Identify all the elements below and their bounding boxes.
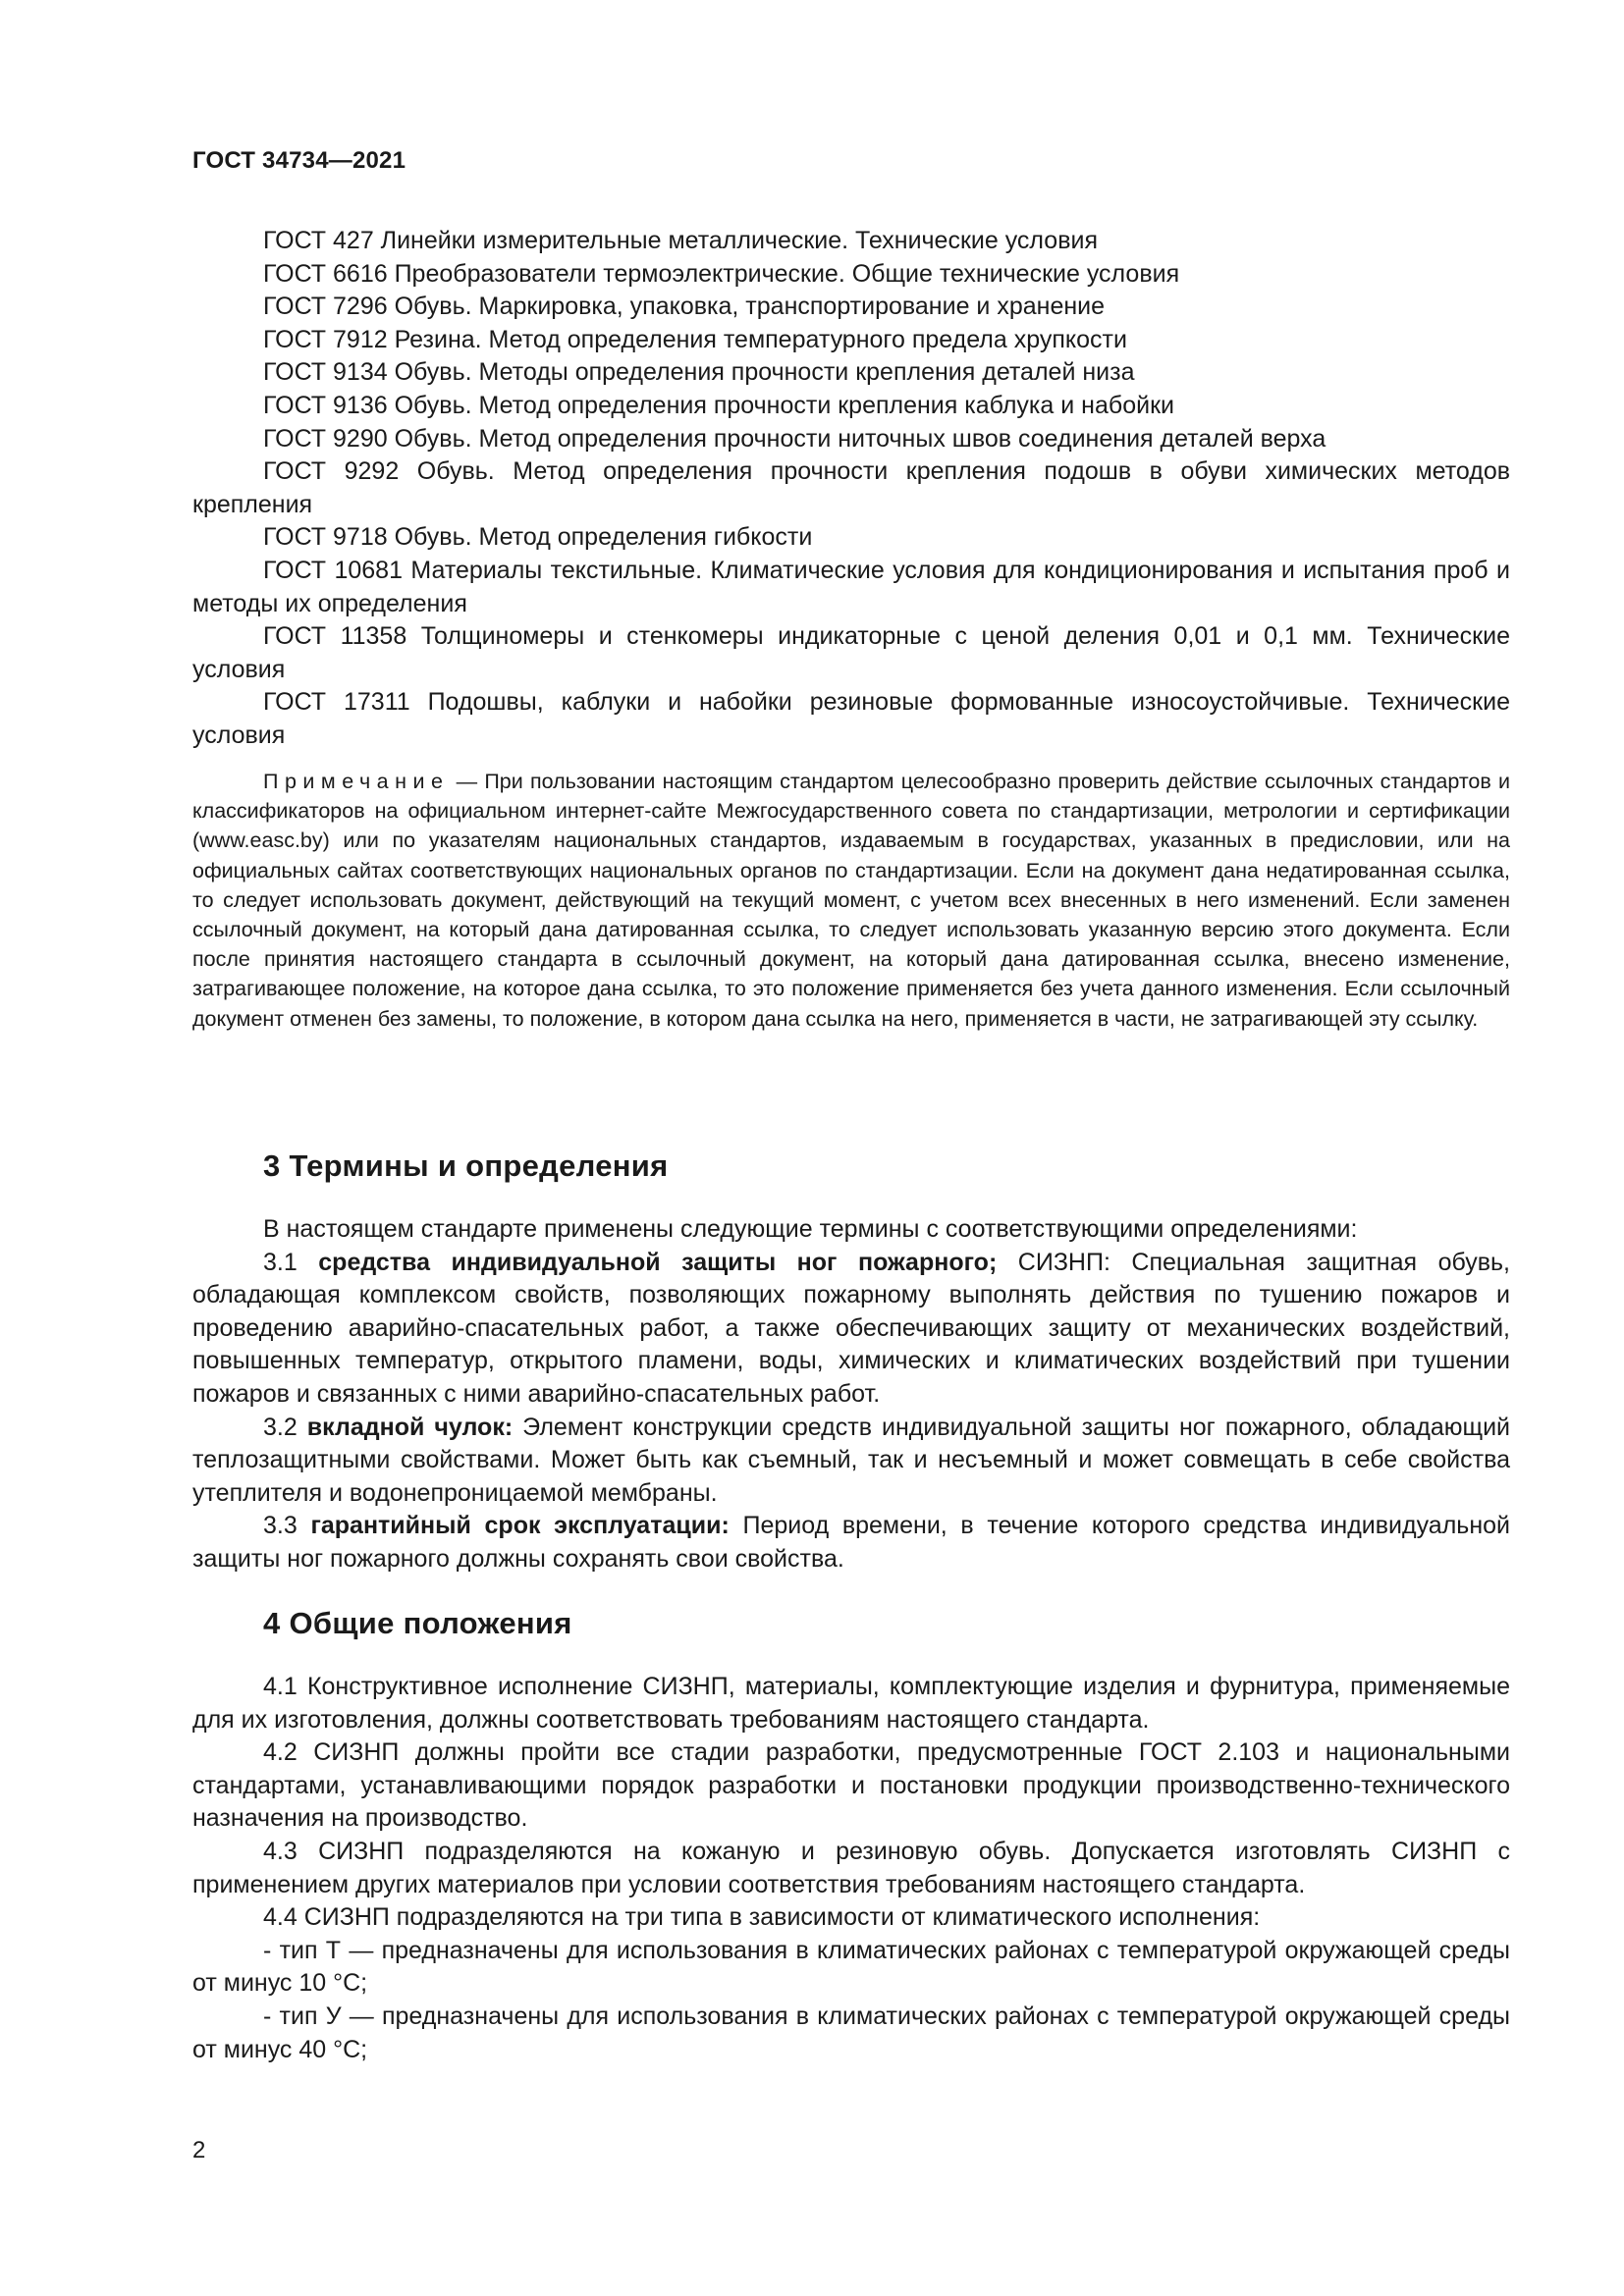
note-text: При пользовании настоящим стандартом целесообразно проверить действие ссылочных стандартов и классификаторов на официальном интернет-сайте Межгосударственного совета по стандартизации, метрологии и сертификации (www.easc.by) или по указателям национальных стандартов, издаваемым в государствах, указанных в предисловии, или на официальных сайтах соответствующих национальных органов по стандартизации. Если на документ дана недатированная ссылка, то следует использовать документ, действующий на текущий момент, с учетом всех внесенных в него изменений. Если заменен ссылочный документ, на который дана датированная ссылка, то следует использовать указанную версию этого документа. Если после принятия настоящего стандарта в ссылочный документ, на который дана датированная ссылка, внесено изменение, затрагивающее положение, на которое дана ссылка, то это положение применяется без учета данного изменения. Если ссылочный документ отменен без замены, то положение, в котором дана ссылка на него, применяется в части, не затрагивающей эту ссылку. [192,770,1510,1031]
reference-item: ГОСТ 9292 Обувь. Метод определения прочности крепления подошв в обуви химических методов крепления [192,457,1510,518]
term-name: средства индивидуальной защиты ног пожарного; [318,1248,998,1276]
section-3-body [192,1213,1510,1576]
reference-item: ГОСТ 7296 Обувь. Маркировка, упаковка, транспортирование и хранение [263,293,1106,321]
note-paragraph [192,767,1510,1034]
term-name: гарантийный срок эксплуатации: [310,1512,730,1540]
reference-item: ГОСТ 9718 Обувь. Метод определения гибкости [263,523,813,552]
document-header: ГОСТ 34734—2021 [192,147,406,174]
section-3-heading: 3 Термины и определения [263,1148,669,1183]
term-number: 3.3 [263,1512,311,1540]
section-4-body [192,1671,1510,2066]
section-4-paragraph: 4.3 СИЗНП подразделяются на кожаную и резиновую обувь. Допускается изготовлять СИЗНП с применением других материалов при условии соответствия требованиям настоящего стандарта. [192,1837,1510,1898]
section-4-paragraph: 4.2 СИЗНП должны пройти все стадии разработки, предусмотренные ГОСТ 2.103 и национальными стандартами, устанавливающими порядок разработки и постановки продукции производственно-технического назначения на производство. [192,1738,1510,1833]
reference-item: ГОСТ 10681 Материалы текстильные. Климатические условия для кондиционирования и испытания проб и методы их определения [192,556,1510,617]
climate-type-item: - тип У — предназначены для использования в климатических районах с температурой окружающей среды от минус 40 °С; [192,2002,1510,2063]
reference-item: ГОСТ 9290 Обувь. Метод определения прочности ниточных швов соединения деталей верха [263,424,1326,453]
term-name: вкладной чулок: [306,1413,514,1441]
term-text: СИЗНП: Специальная защитная обувь, обладающая комплексом свойств, позволяющих пожарному выполнять действия по тушению пожаров и проведению аварийно-спасательных работ, а также обеспечивающих защиту от механических воздействий, повышенных температур, открытого пламени, воды, химических и климатических воздействий при тушении пожаров и связанных с ними аварийно-спасательных работ. [192,1248,1510,1408]
reference-item: ГОСТ 427 Линейки измерительные металлические. Технические условия [263,227,1098,254]
reference-item: ГОСТ 9134 Обувь. Методы определения прочности крепления деталей низа [263,358,1135,387]
term-definition [192,1510,1510,1575]
normative-references-list [192,225,1510,753]
reference-item: ГОСТ 7912 Резина. Метод определения температурного предела хрупкости [263,325,1127,353]
reference-item: ГОСТ 17311 Подошвы, каблуки и набойки резиновые формованные износоустойчивые. Технические условия [192,688,1510,749]
reference-item: ГОСТ 11358 Толщиномеры и стенкомеры индикаторные с ценой деления 0,01 и 0,1 мм. Технические условия [192,622,1510,683]
term-text: Период времени, в течение которого средства индивидуальной защиты ног пожарного должны сохранять свои свойства. [192,1512,1510,1573]
term-definition [192,1412,1510,1511]
note-label: Примечание [263,770,450,793]
section-4-heading: 4 Общие положения [263,1606,572,1640]
section-4-paragraph: 4.4 СИЗНП подразделяются на три типа в зависимости от климатического исполнения: [263,1903,1261,1932]
page-number: 2 [192,2137,206,2163]
term-text: Элемент конструкции средств индивидуальной защиты ног пожарного, обладающий теплозащитными свойствами. Может быть как съемный, так и несъемный и может совмещать в себе свойства утеплителя и водонепроницаемой мембраны. [192,1413,1510,1507]
term-number: 3.1 [263,1248,319,1276]
note-block [192,767,1510,1034]
term-definition [192,1247,1510,1412]
term-number: 3.2 [263,1413,307,1441]
climate-type-item: - тип Т — предназначены для использования в климатических районах с температурой окружающей среды от минус 10 °С; [192,1936,1510,1998]
note-dash: — [449,770,485,793]
section-4-paragraph: 4.1 Конструктивное исполнение СИЗНП, материалы, комплектующие изделия и фурнитура, применяемые для их изготовления, должны соответствовать требованиям настоящего стандарта. [192,1673,1510,1734]
reference-item: ГОСТ 9136 Обувь. Метод определения прочности крепления каблука и набойки [263,391,1174,419]
reference-item: ГОСТ 6616 Преобразователи термоэлектрические. Общие технические условия [263,259,1180,288]
section-3-intro: В настоящем стандарте применены следующие термины с соответствующими определениями: [263,1215,1358,1243]
